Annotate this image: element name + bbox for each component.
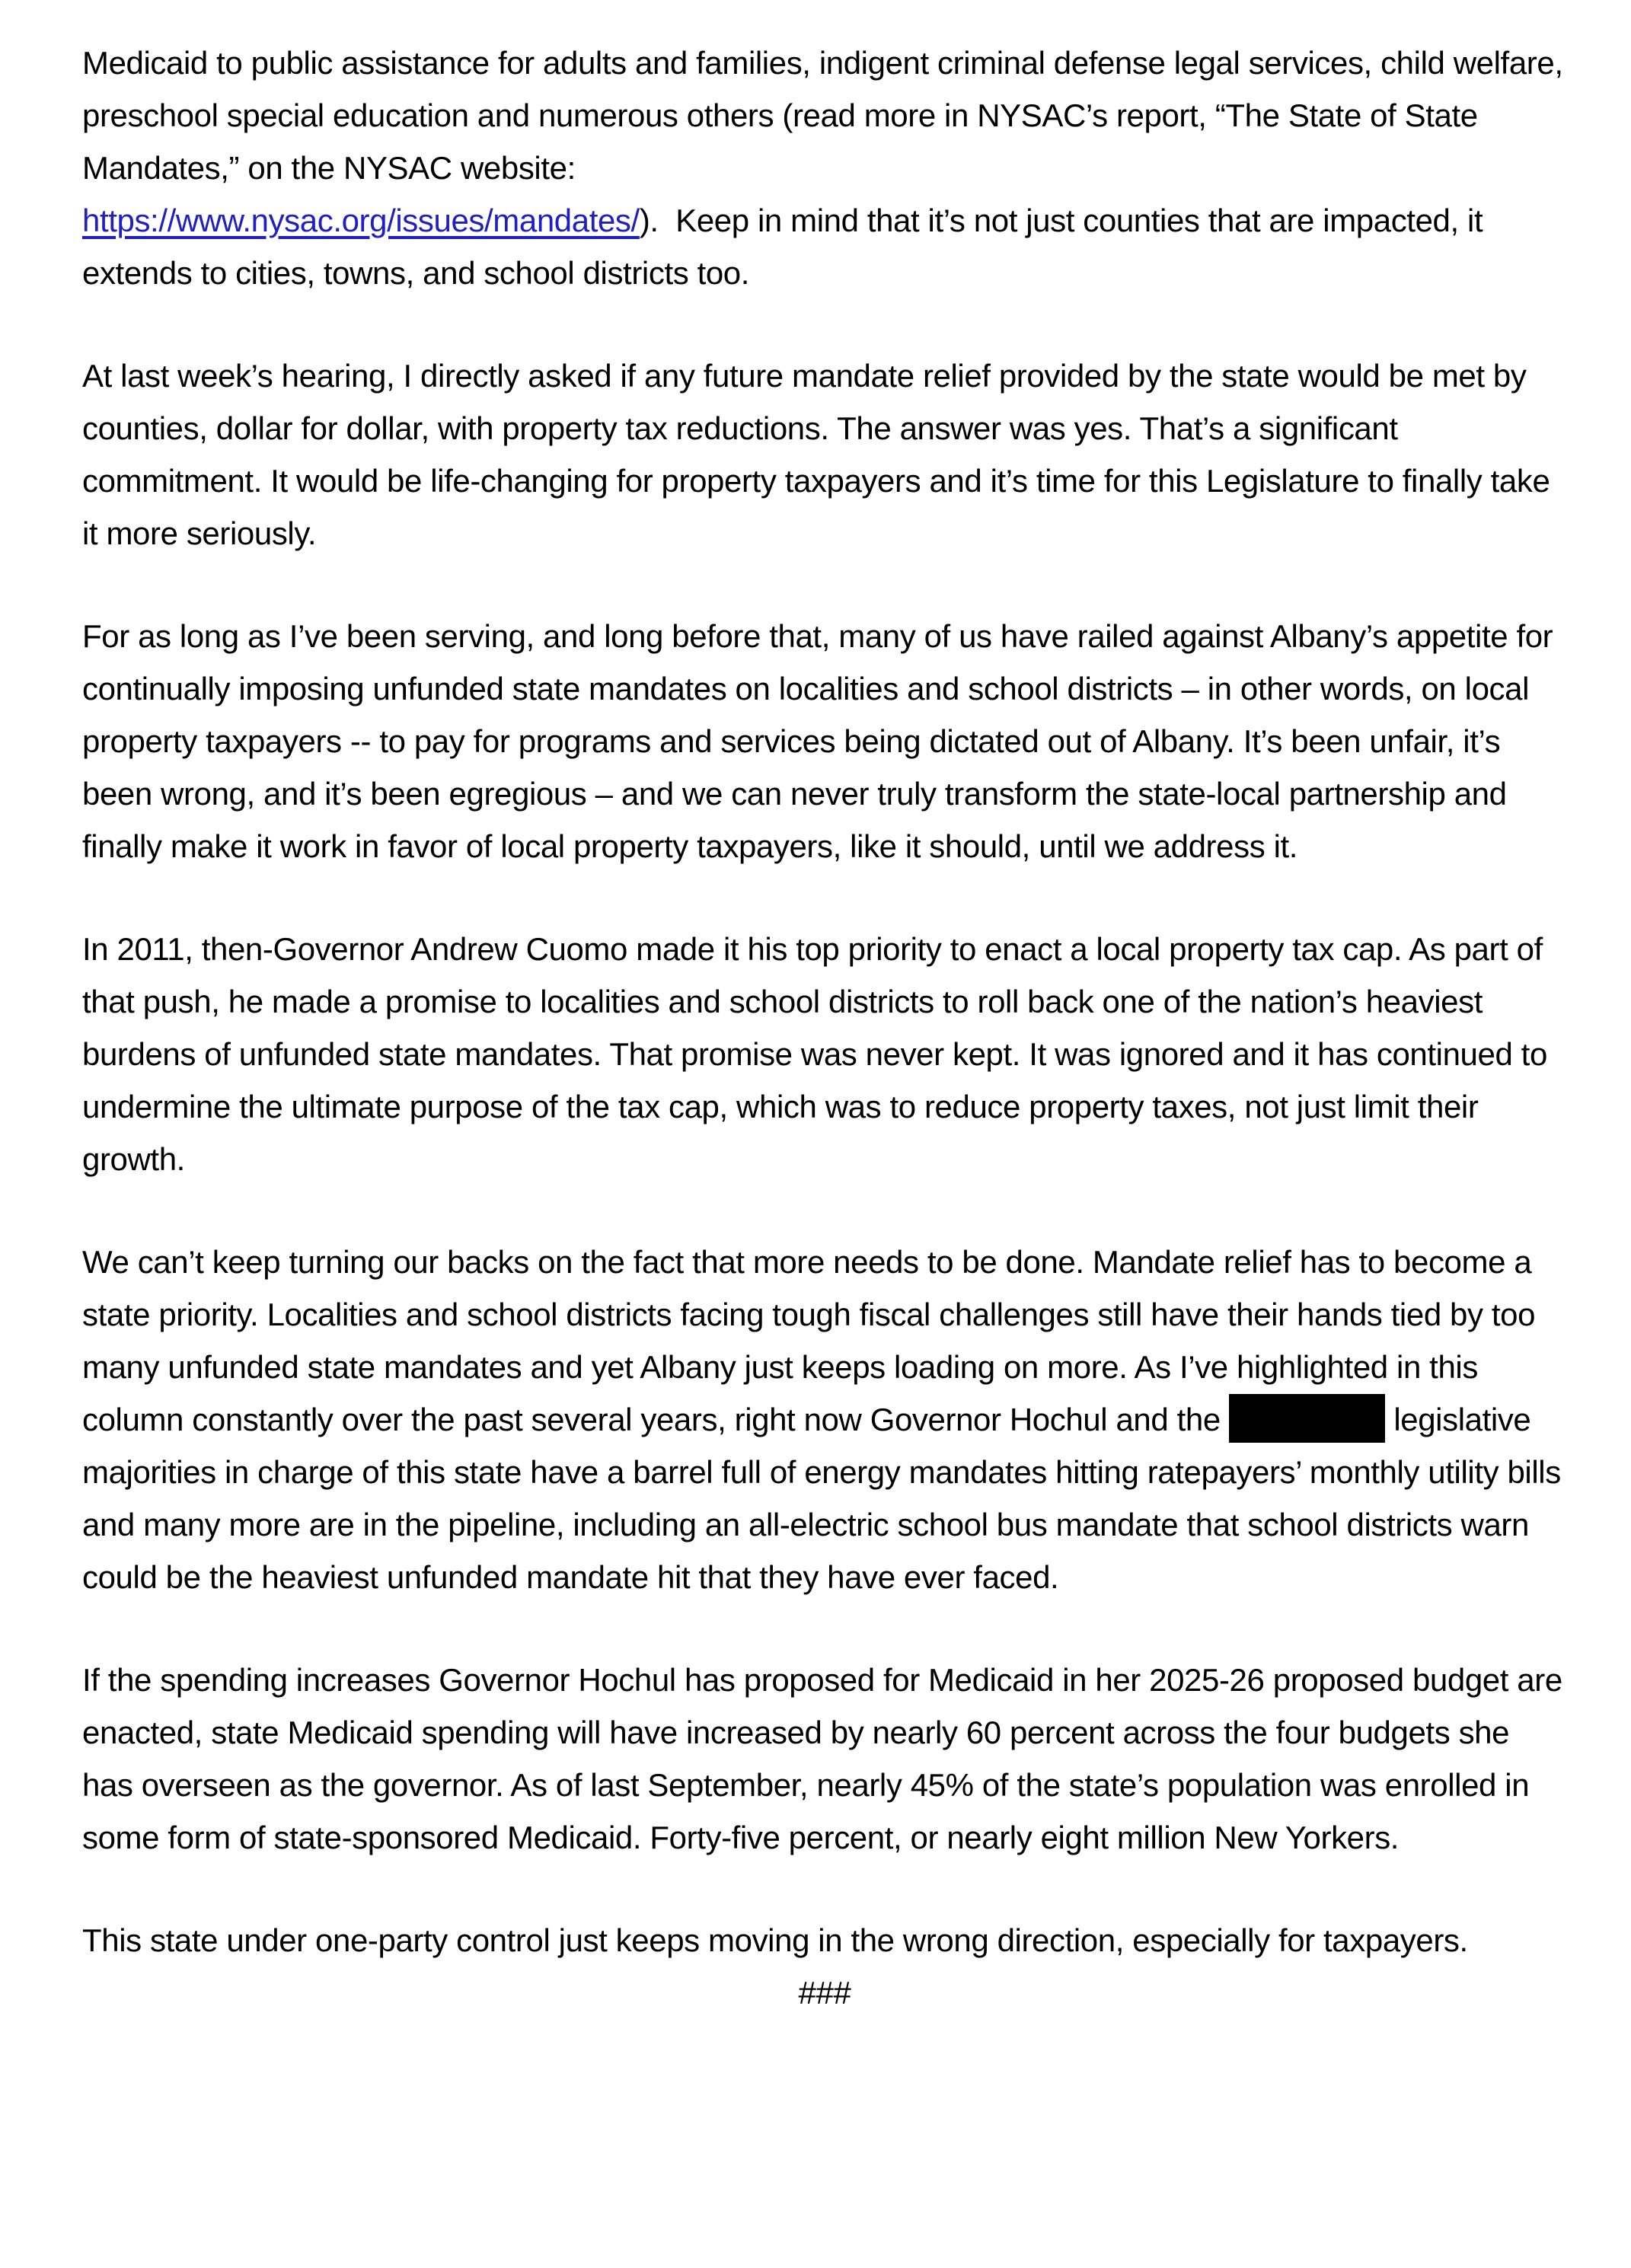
paragraph-5-text-before-redaction: We can’t keep turning our backs on the fact that more needs to be done. Mandate relief has to become a state priority. Localities and school districts facing tough fiscal challenges still have their hands tied by too many unfunded state mandates and yet Albany just keeps loading on more. As I’ve highlighted in this column constantly over the past several years, right now Governor Hochul and the <box>82 1244 1544 1437</box>
end-marker: ### <box>798 1975 851 2011</box>
paragraph-1-text-before-link: Medicaid to public assistance for adults and families, indigent criminal defense legal services, child welfare, preschool special education and numerous others (read more in NYSAC’s report, “The State of State Mandates,” on the NYSAC website: <box>82 45 1572 186</box>
paragraph-7: This state under one-party control just keeps moving in the wrong direction, especially for taxpayers. <box>82 1922 1468 1958</box>
paragraph-1 <box>82 37 1572 299</box>
paragraph-3: For as long as I’ve been serving, and long before that, many of us have railed against Albany’s appetite for continually imposing unfunded state mandates on localities and school districts – in other words, on local property taxpayers -- to pay for programs and services being dictated out of Albany. It’s been unfair, it’s been wrong, and it’s been egregious – and we can never truly transform the state-local partnership and finally make it work in favor of local property taxpayers, like it should, until we address it. <box>82 618 1562 864</box>
paragraph-4: In 2011, then-Governor Andrew Cuomo made it his top priority to enact a local property tax cap. As part of that push, he made a promise to localities and school districts to roll back one of the nation’s heaviest burdens of unfunded state mandates. That promise was never kept. It was ignored and it has continued to undermine the ultimate purpose of the tax cap, which was to reduce property taxes, not just limit their growth. <box>82 931 1556 1177</box>
paragraph-5-text-after-redaction: legislative majorities in charge of this state have a barrel full of energy mandates hitting ratepayers’ monthly utility bills and many more are in the pipeline, including an all-electric school bus mandate that school districts warn could be the heaviest unfunded mandate hit that they have ever faced. <box>82 1402 1570 1595</box>
paragraph-2: At last week’s hearing, I directly asked if any future mandate relief provided by the state would be met by counties, dollar for dollar, with property tax reductions. The answer was yes. That’s a significant commitment. It would be life-changing for property taxpayers and it’s time for this Legislature to finally take it more seriously. <box>82 358 1559 551</box>
paragraph-6: If the spending increases Governor Hochul has proposed for Medicaid in her 2025-26 proposed budget are enacted, state Medicaid spending will have increased by nearly 60 percent across the four budgets she has overseen as the governor. As of last September, nearly 45% of the state’s population was enrolled in some form of state-sponsored Medicaid. Forty-five percent, or nearly eight million New Yorkers. <box>82 1662 1572 1855</box>
document-body <box>82 37 1572 2019</box>
paragraph-5 <box>82 1236 1570 1603</box>
redaction-box <box>1229 1394 1385 1443</box>
nysac-mandates-link[interactable]: https://www.nysac.org/issues/mandates/ <box>82 203 640 238</box>
paragraph-1-text-after-link: ). Keep in mind that it’s not just counties that are impacted, it extends to cities, towns, and school districts too. <box>82 203 1492 291</box>
